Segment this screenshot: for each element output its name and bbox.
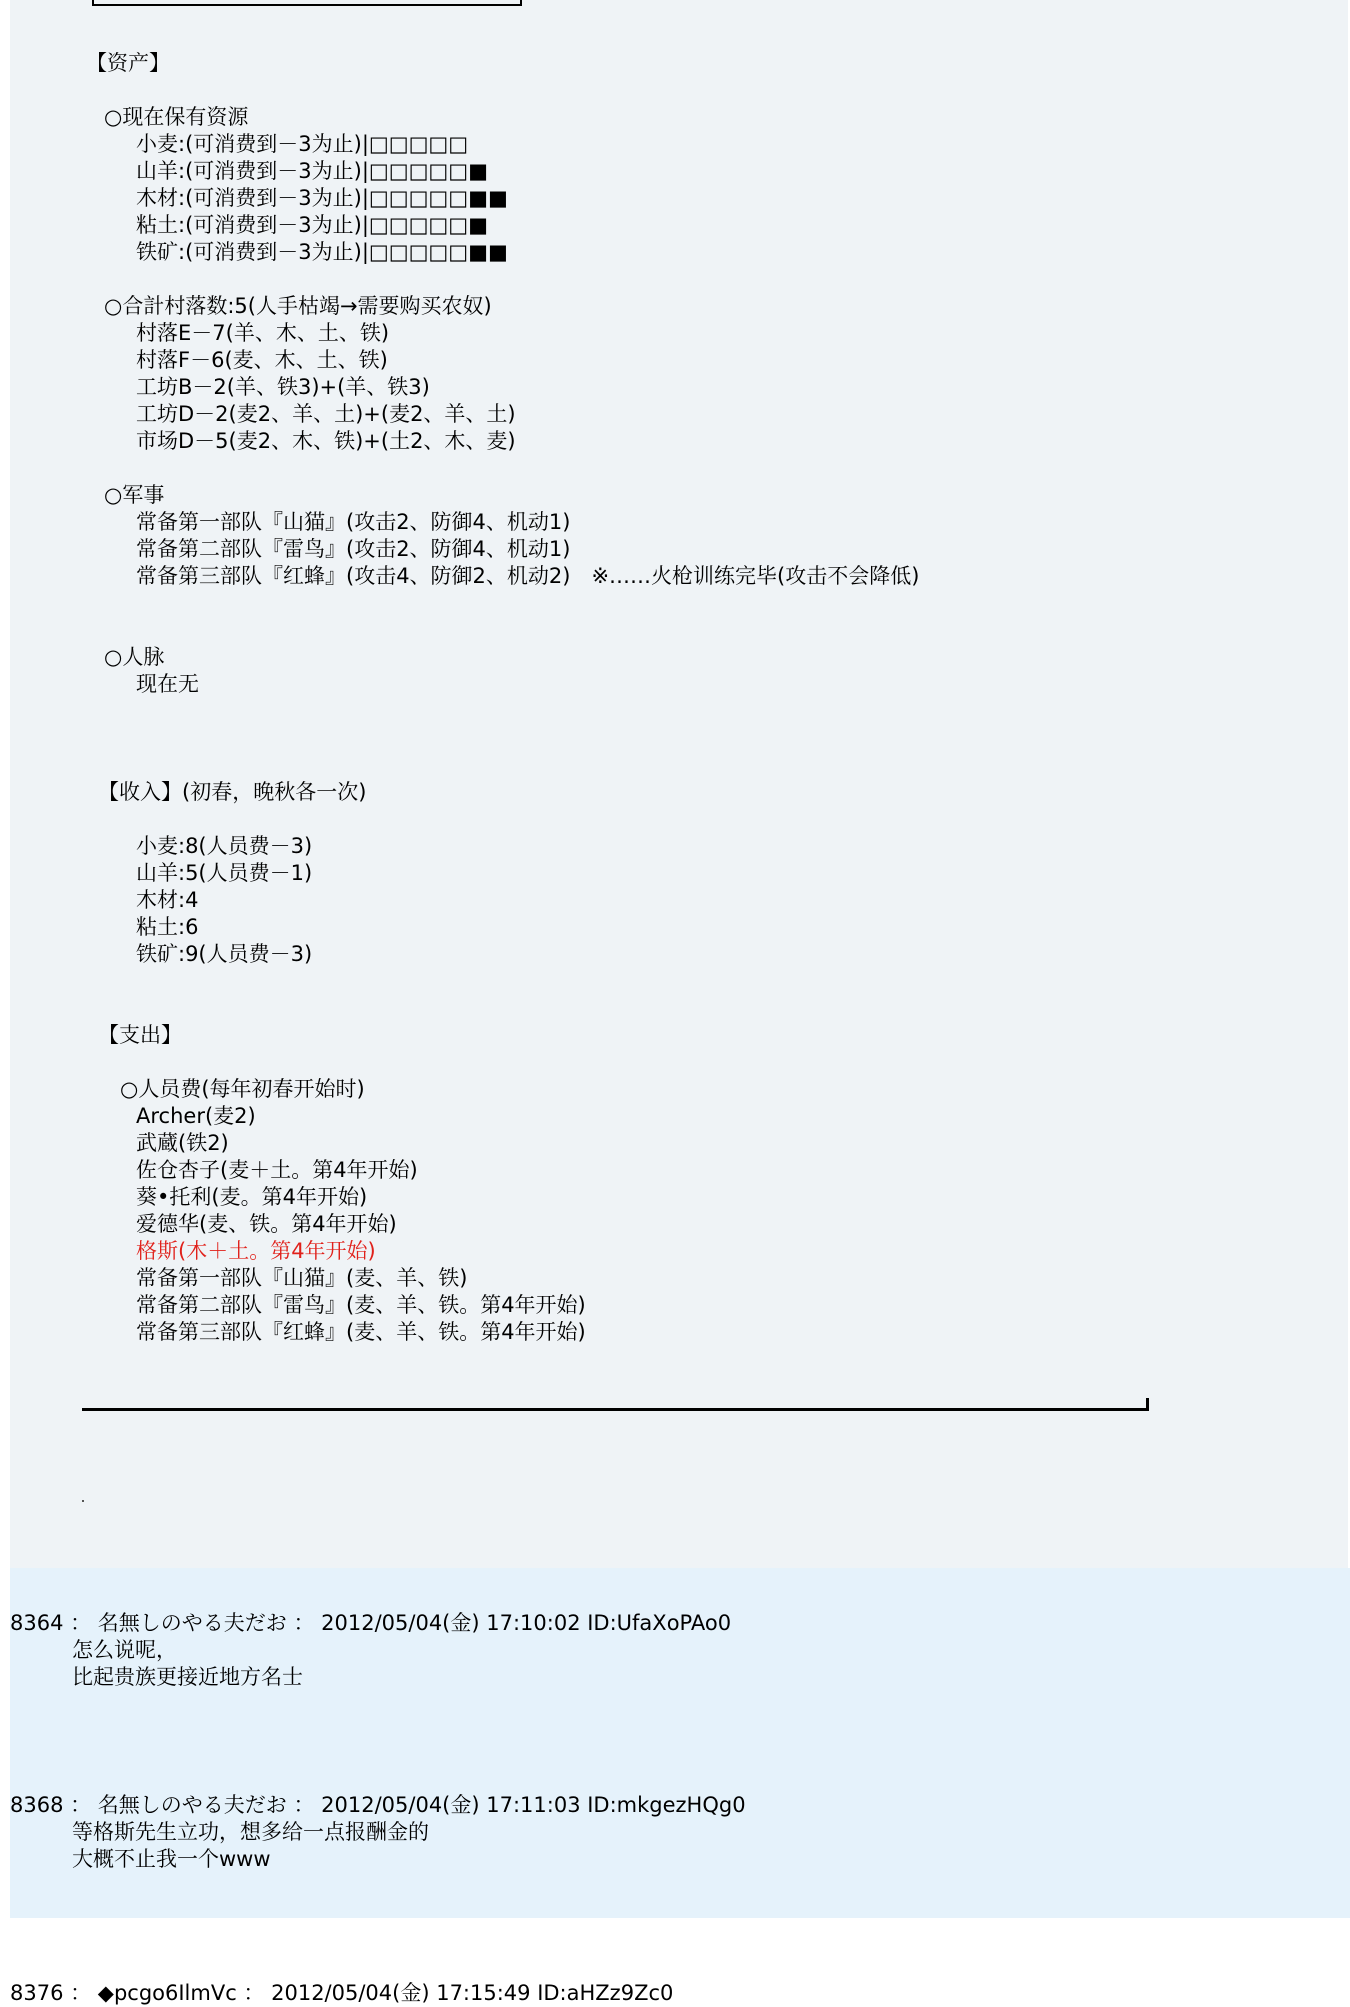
resource-line: 小麦:(可消费到－3为止)|□□□□□ [136,132,469,156]
resource-line: 粘土:(可消费到－3为止)|□□□□□■ [136,213,488,237]
post-body-line: 怎么说呢， [72,1638,177,1662]
post-body-line: 大概不止我一个www [72,1847,271,1871]
income-line: 粘土:6 [136,915,199,939]
post-body-line: 等格斯先生立功，想多给一点报酬金的 [72,1820,429,1844]
income-line: 铁矿:9(人员费－3) [136,942,313,966]
frame-corner [1146,1398,1149,1411]
expense-line: 佐仓杏子(麦＋土。第4年开始) [136,1158,418,1182]
resource-line: 木材:(可消费到－3为止)|□□□□□■■ [136,186,508,210]
expense-line: 常备第二部队『雷鸟』(麦、羊、铁。第4年开始) [136,1293,586,1317]
resources-title: ○现在保有资源 [104,105,249,129]
village-line: 市场D－5(麦2、木、铁)+(土2、木、麦) [136,429,516,453]
income-line: 木材:4 [136,888,199,912]
frame-bottom-rule [82,1408,1148,1411]
post-body-line: 比起贵族更接近地方名士 [72,1665,303,1689]
post-8368 [10,1748,1350,1918]
post-header: 8376 ： ◆pcgo6IlmVc ： 2012/05/04(金) 17:15:49 ID:aHZz9Zc0 [10,1981,674,2005]
village-line: 村落F－6(麦、木、土、铁) [136,348,388,372]
military-title: ○军事 [104,483,165,507]
income-heading: 【收入】(初春，晚秋各一次) [98,780,367,804]
connections-line: 现在无 [136,672,199,696]
military-line: 常备第一部队『山猫』(攻击2、防御4、机动1) [136,510,571,534]
assets-heading: 【资产】 [86,51,170,75]
village-line: 工坊D－2(麦2、羊、土)+(麦2、羊、土) [136,402,516,426]
villages-title: ○合計村落数:5(人手枯竭→需要购买农奴) [104,294,492,318]
income-line: 小麦:8(人员费－3) [136,834,313,858]
post-8364 [10,1568,1350,1748]
resource-line: 铁矿:(可消费到－3为止)|□□□□□■■ [136,240,508,264]
expense-line: 爱德华(麦、铁。第4年开始) [136,1212,397,1236]
expense-line: 常备第一部队『山猫』(麦、羊、铁) [136,1266,468,1290]
post-header: 8368 ： 名無しのやる夫だお ： 2012/05/04(金) 17:11:03 ID:mkgezHQg0 [10,1793,746,1817]
post-header: 8364 ： 名無しのやる夫だお ： 2012/05/04(金) 17:10:02 ID:UfaXoPAo0 [10,1611,732,1635]
expense-line-highlighted: 格斯(木＋土。第4年开始) [136,1239,376,1263]
expense-heading: 【支出】 [98,1023,182,1047]
military-line: 常备第三部队『红蜂』(攻击4、防御2、机动2) ※……火枪训练完毕(攻击不会降低) [136,564,920,588]
expense-line: Archer(麦2) [136,1104,256,1128]
expense-title: ○人员费(每年初春开始时) [120,1077,365,1101]
frame-bottom-edge [92,0,522,6]
resource-line: 山羊:(可消费到－3为止)|□□□□□■ [136,159,488,183]
post-8376 [10,1918,1350,2005]
connections-title: ○人脉 [104,645,165,669]
stray-dot [82,1500,84,1502]
village-line: 工坊B－2(羊、铁3)+(羊、铁3) [136,375,430,399]
income-line: 山羊:5(人员费－1) [136,861,313,885]
expense-line: 常备第三部队『红蜂』(麦、羊、铁。第4年开始) [136,1320,586,1344]
military-line: 常备第二部队『雷鸟』(攻击2、防御4、机动1) [136,537,571,561]
expense-line: 武蔵(铁2) [136,1131,229,1155]
expense-line: 葵•托利(麦。第4年开始) [136,1185,368,1209]
village-line: 村落E－7(羊、木、土、铁) [136,321,390,345]
